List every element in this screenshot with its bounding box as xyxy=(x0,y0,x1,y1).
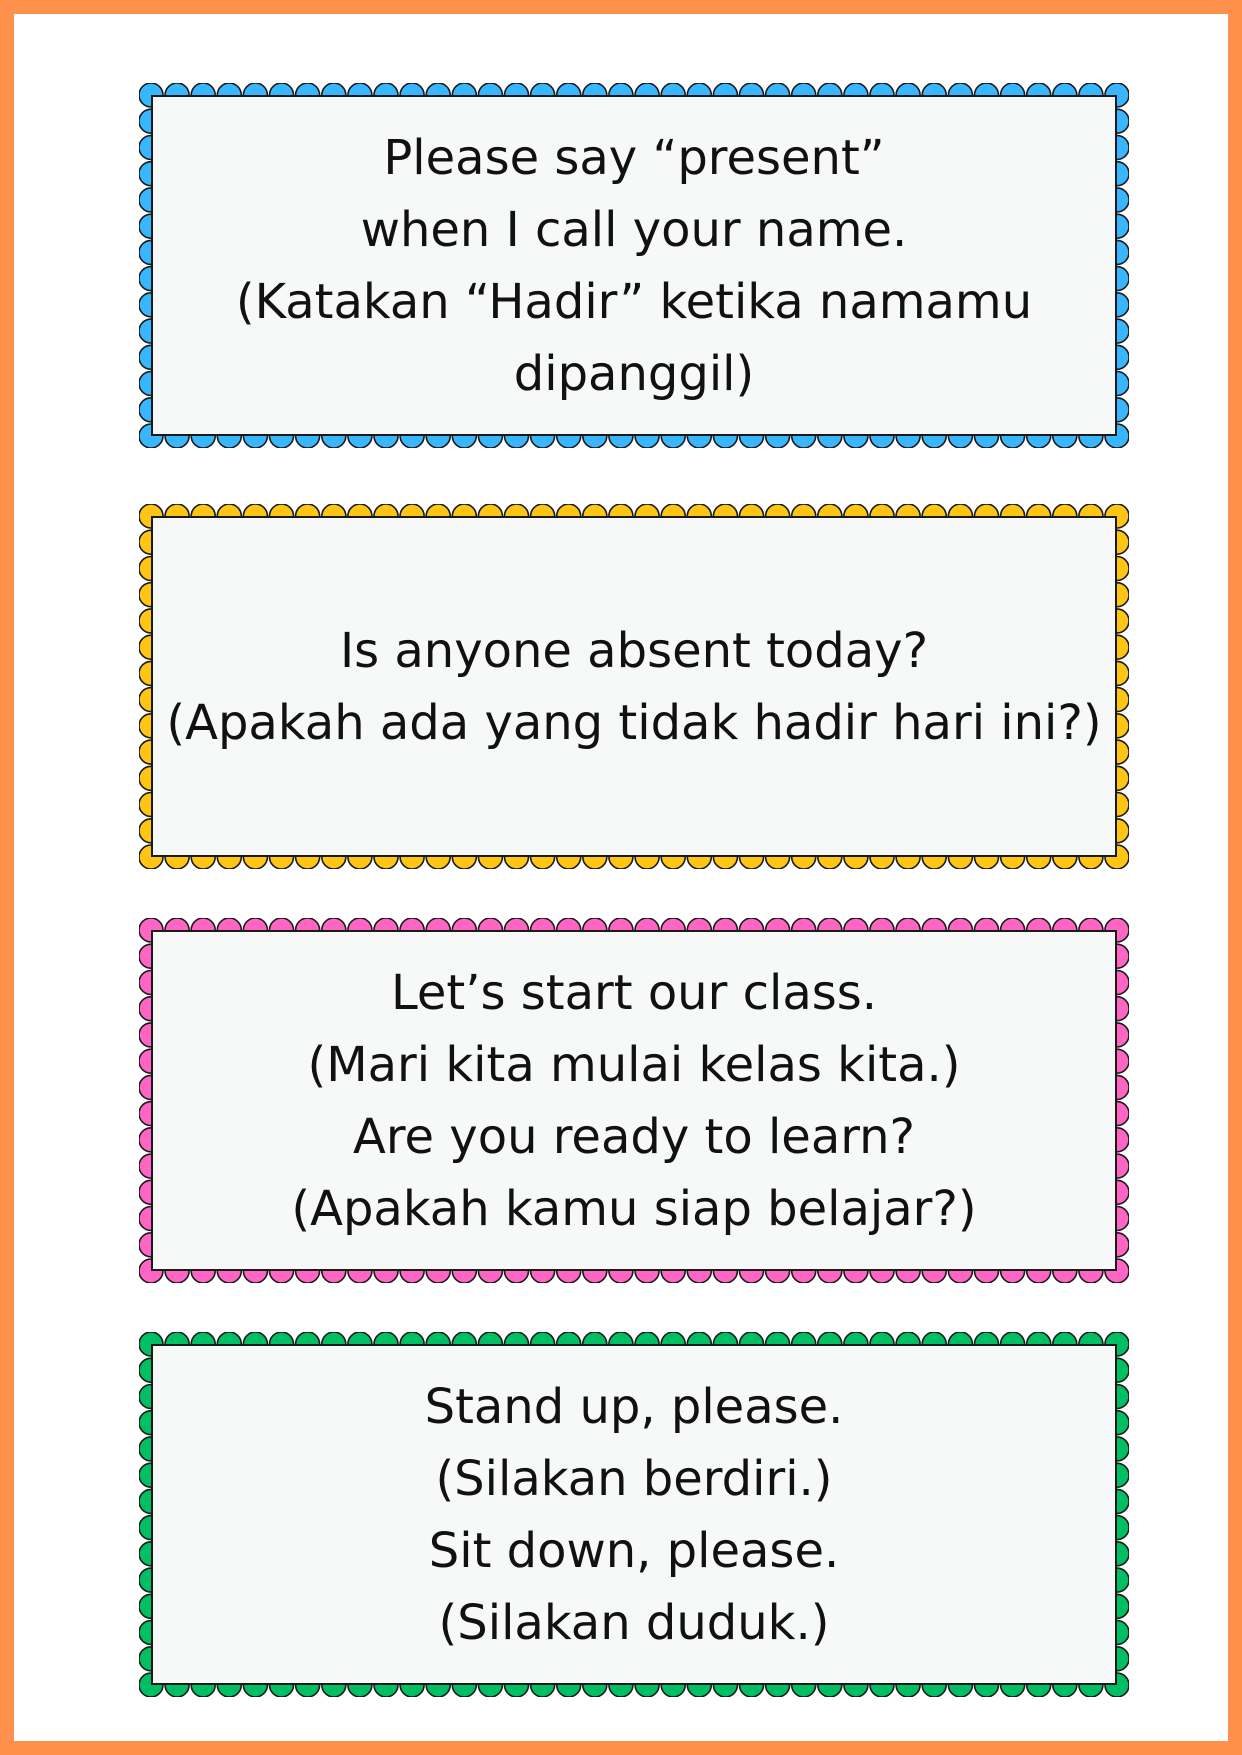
card-text-area xyxy=(151,930,1117,1271)
card-line: Sit down, please. xyxy=(428,1522,840,1579)
card-line: Are you ready to learn? xyxy=(352,1108,916,1165)
card-line: (Silakan berdiri.) xyxy=(435,1450,833,1507)
card-line: (Apakah ada yang tidak hadir hari ini?) xyxy=(166,694,1102,751)
card-line: (Katakan “Hadir” ketika namamu xyxy=(235,273,1033,330)
phrase-card-stand-sit xyxy=(139,1332,1129,1697)
card-line: (Apakah kamu siap belajar?) xyxy=(291,1180,977,1237)
card-line: Please say “present” xyxy=(383,129,885,186)
card-line: (Mari kita mulai kelas kita.) xyxy=(307,1036,961,1093)
card-line: Stand up, please. xyxy=(424,1378,844,1435)
card-text-area xyxy=(151,516,1117,857)
card-line: (Silakan duduk.) xyxy=(438,1594,830,1651)
card-line: Is anyone absent today? xyxy=(339,622,929,679)
card-text-area xyxy=(151,95,1117,436)
phrase-card-attendance xyxy=(139,83,1129,448)
card-line: when I call your name. xyxy=(360,201,908,258)
card-line: dipanggil) xyxy=(513,345,755,402)
phrase-card-start-class xyxy=(139,918,1129,1283)
card-text-area xyxy=(151,1344,1117,1685)
phrase-card-absent xyxy=(139,504,1129,869)
card-line: Let’s start our class. xyxy=(390,964,878,1021)
